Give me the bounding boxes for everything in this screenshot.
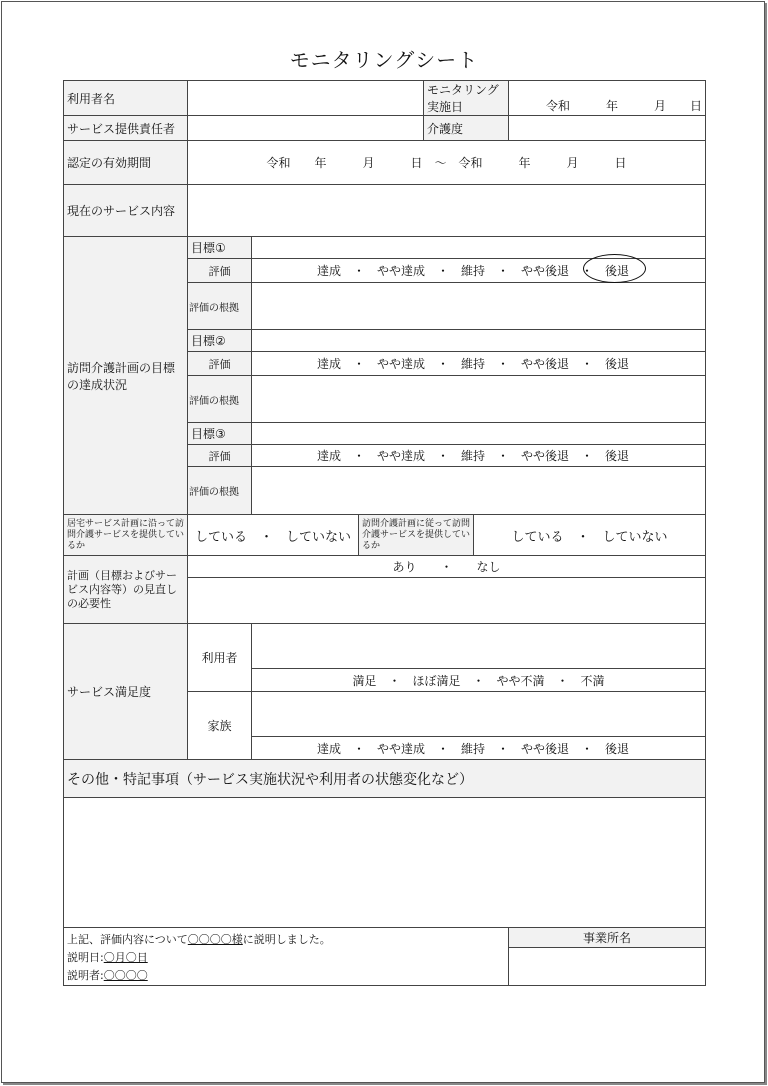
page-title: モニタリングシート (289, 48, 479, 72)
user-name-label: 利用者名 (64, 81, 188, 116)
office-label: 事業所名 (509, 928, 706, 948)
satisfaction-family-label: 家族 (188, 692, 252, 760)
office-field[interactable] (509, 948, 706, 986)
notes-label: その他・特記事項（サービス実施状況や利用者の状態変化など） (64, 760, 706, 798)
goal-3-basis-field[interactable] (252, 467, 706, 515)
explainer-value[interactable]: 〇〇〇〇 (103, 969, 148, 982)
satisfaction-user-scale[interactable]: 満足 ・ ほぼ満足 ・ やや不満 ・ 不満 (252, 669, 706, 692)
explanation-prefix: 上記、評価内容について (67, 933, 188, 946)
service-manager-field[interactable] (188, 116, 424, 141)
goal-3-evaluation-scale[interactable]: 達成 ・ やや達成 ・ 維持 ・ やや後退 ・ 後退 (252, 445, 706, 467)
goal-2-label: 目標② (188, 330, 252, 352)
goal-1-field[interactable] (252, 237, 706, 259)
goal-1-label: 目標① (188, 237, 252, 259)
plan-review-label: 計画（目標およびサービス内容等）の見直しの必要性 (64, 556, 188, 624)
visit-plan-provision-label: 訪問介護計画に従って訪問介護サービスを提供しているか (359, 515, 474, 556)
care-level-field[interactable] (509, 116, 706, 141)
care-level-label: 介護度 (424, 116, 509, 141)
goal-2-field[interactable] (252, 330, 706, 352)
goal-1-evaluation-label: 評価 (188, 259, 252, 283)
satisfaction-family-field[interactable] (252, 692, 706, 737)
goal-2-evaluation-label: 評価 (188, 352, 252, 376)
care-plan-provision-options[interactable]: している ・ していない (188, 515, 359, 556)
explained-person[interactable]: 〇〇〇〇様 (187, 933, 243, 946)
plan-review-options[interactable]: あり ・ なし (188, 556, 706, 578)
explanation-suffix: に説明しました。 (242, 933, 331, 946)
goal-3-basis-label: 評価の根拠 (188, 467, 252, 515)
goal-1-basis-label: 評価の根拠 (188, 283, 252, 330)
explanation-date-value[interactable]: 〇月〇日 (103, 951, 148, 964)
current-service-field[interactable] (188, 185, 706, 237)
current-service-label: 現在のサービス内容 (64, 185, 188, 237)
notes-field[interactable] (64, 798, 706, 928)
monitoring-date-label: モニタリング実施日 (424, 81, 509, 116)
goal-3-evaluation-label: 評価 (188, 445, 252, 467)
satisfaction-user-label: 利用者 (188, 624, 252, 692)
explainer-line (67, 967, 505, 985)
cert-period-field[interactable]: 令和 年 月 日 ～ 令和 年 月 日 (188, 141, 706, 185)
satisfaction-family-scale[interactable]: 達成 ・ やや達成 ・ 維持 ・ やや後退 ・ 後退 (252, 737, 706, 760)
visit-plan-provision-options[interactable]: している ・ していない (474, 515, 706, 556)
explainer-label: 説明者: (67, 969, 104, 982)
monitoring-table (63, 80, 706, 986)
goal-3-label: 目標③ (188, 423, 252, 445)
explanation-line (67, 931, 505, 949)
monitoring-sheet (63, 80, 705, 986)
explanation-block (64, 928, 509, 986)
goal-2-basis-field[interactable] (252, 376, 706, 423)
user-name-field[interactable] (188, 81, 424, 116)
monitoring-date-field[interactable]: 令和 年 月 日 (509, 81, 706, 116)
explanation-date-line (67, 949, 505, 967)
explanation-date-label: 説明日: (67, 951, 104, 964)
goal-3-field[interactable] (252, 423, 706, 445)
goal-1-basis-field[interactable] (252, 283, 706, 330)
goal-2-evaluation-scale[interactable]: 達成 ・ やや達成 ・ 維持 ・ やや後退 ・ 後退 (252, 352, 706, 376)
satisfaction-user-field[interactable] (252, 624, 706, 669)
plan-review-field[interactable] (188, 578, 706, 624)
care-plan-provision-label: 居宅サービス計画に沿って訪問介護サービスを提供しているか (64, 515, 188, 556)
goals-section-label: 訪問介護計画の目標の達成状況 (64, 237, 188, 515)
goal-2-basis-label: 評価の根拠 (188, 376, 252, 423)
goal-1-evaluation-scale[interactable]: 達成 ・ やや達成 ・ 維持 ・ やや後退 ・ 後退 (252, 259, 706, 283)
cert-period-label: 認定の有効期間 (64, 141, 188, 185)
selected-evaluation-circle (583, 254, 646, 283)
service-manager-label: サービス提供責任者 (64, 116, 188, 141)
satisfaction-label: サービス満足度 (64, 624, 188, 760)
